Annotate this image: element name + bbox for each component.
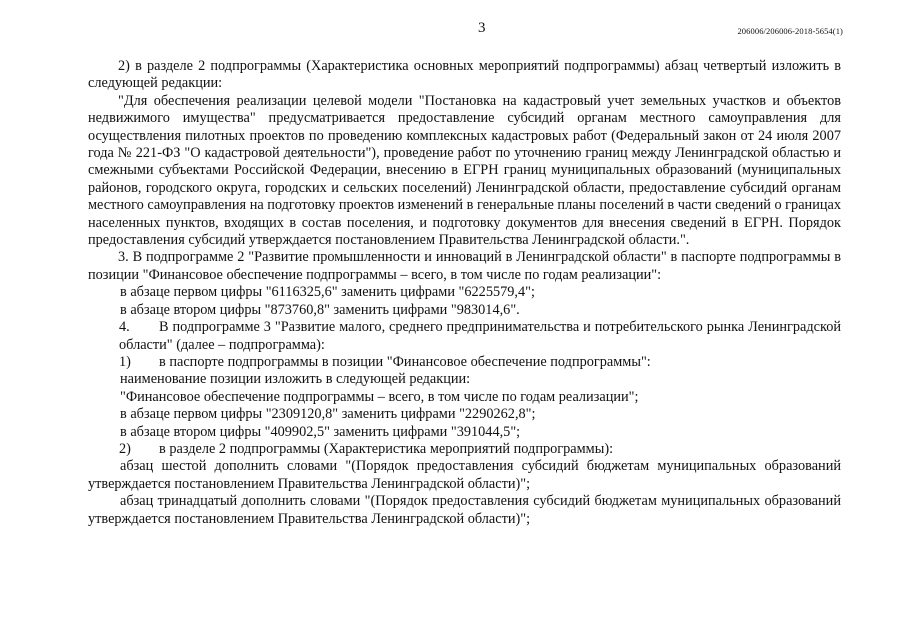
item-number: 4. — [119, 319, 130, 336]
item-number: 1) — [119, 353, 131, 370]
paragraph-first-abzac-change: в абзаце первом цифры "6116325,6" заменить цифрами "6225579,4"; — [120, 284, 535, 301]
paragraph-section2-subprogram3 — [88, 441, 841, 458]
paragraph-second-abzac-change: в абзаце втором цифры "873760,8" заменить цифрами "983014,6". — [120, 301, 520, 318]
page-number: 3 — [478, 20, 486, 36]
paragraph-sixth-abzac-addition: абзац шестой дополнить словами "(Порядок предоставления субсидий бюджетам муниципальных образований утверждается постановлением Правительства Ленинградской области)"; — [88, 458, 841, 492]
paragraph-section2-change: 2) в разделе 2 подпрограммы (Характеристика основных мероприятий подпрограммы) абзац четвертый изложить в следующей редакции: — [88, 58, 841, 92]
paragraph-quoted-new-text: "Для обеспечения реализации целевой модели "Постановка на кадастровый учет земельных участков и объектов недвижимого имущества" предусматривается предоставление субсидий органам местного самоуправления для осуществления пилотных проектов по проведению комплексных кадастровых работ (Федеральный закон от 24 июля 2007 года № 221-ФЗ "О кадастровой деятельности"), проведение работ по уточнению границ между Ленинградской областью и смежными субъектами Российской Федерации, внесению в ЕГРН границ муниципальных образований (муниципальных районов, городского округа, городских и сельских поселений) Ленинградской области, предоставление субсидий органам местного самоуправления на подготовку проектов изменений в генеральные планы поселений в части сведений о границах населенных пунктов, входящих в состав поселения, и подготовку документов для внесения сведений в ЕГРН. Порядок предоставления субсидий утверждается постановлением Правительства Ленинградской области.". — [88, 92, 841, 249]
document-body — [88, 58, 841, 528]
paragraph-passport-change — [88, 354, 841, 371]
paragraph-second-abzac-change-2: в абзаце втором цифры "409902,5" заменить цифрами "391044,5"; — [120, 423, 521, 440]
item-text: В подпрограмме 3 "Развитие малого, среднего предпринимательства и потребительского рынка Ленинградской области" (далее – подпрограмма): — [119, 319, 841, 353]
paragraph-position-name: наименование позиции изложить в следующей редакции: — [120, 371, 471, 388]
paragraph-subprogram-3 — [88, 319, 841, 354]
paragraph-subprogram-2: 3. В подпрограмме 2 "Развитие промышленности и инноваций в Ленинградской области" в паспорте подпрограммы в позиции "Финансовое обеспечение подпрограммы – всего, в том числе по годам реализации": — [88, 249, 841, 283]
item-number: 2) — [119, 440, 131, 457]
paragraph-thirteenth-abzac-addition: абзац тринадцатый дополнить словами "(Порядок предоставления субсидий бюджетам муниципальных образований утверждается постановлением Правительства Ленинградской области)"; — [88, 493, 841, 527]
paragraph-new-position-name: "Финансовое обеспечение подпрограммы – всего, в том числе по годам реализации"; — [120, 388, 639, 405]
paragraph-first-abzac-change-2: в абзаце первом цифры "2309120,8" заменить цифрами "2290262,8"; — [120, 406, 536, 423]
item-text: в разделе 2 подпрограммы (Характеристика мероприятий подпрограммы): — [159, 440, 614, 457]
document-id: 206006/206006-2018-5654(1) — [737, 26, 843, 36]
item-text: в паспорте подпрограммы в позиции "Финансовое обеспечение подпрограммы": — [159, 353, 651, 370]
